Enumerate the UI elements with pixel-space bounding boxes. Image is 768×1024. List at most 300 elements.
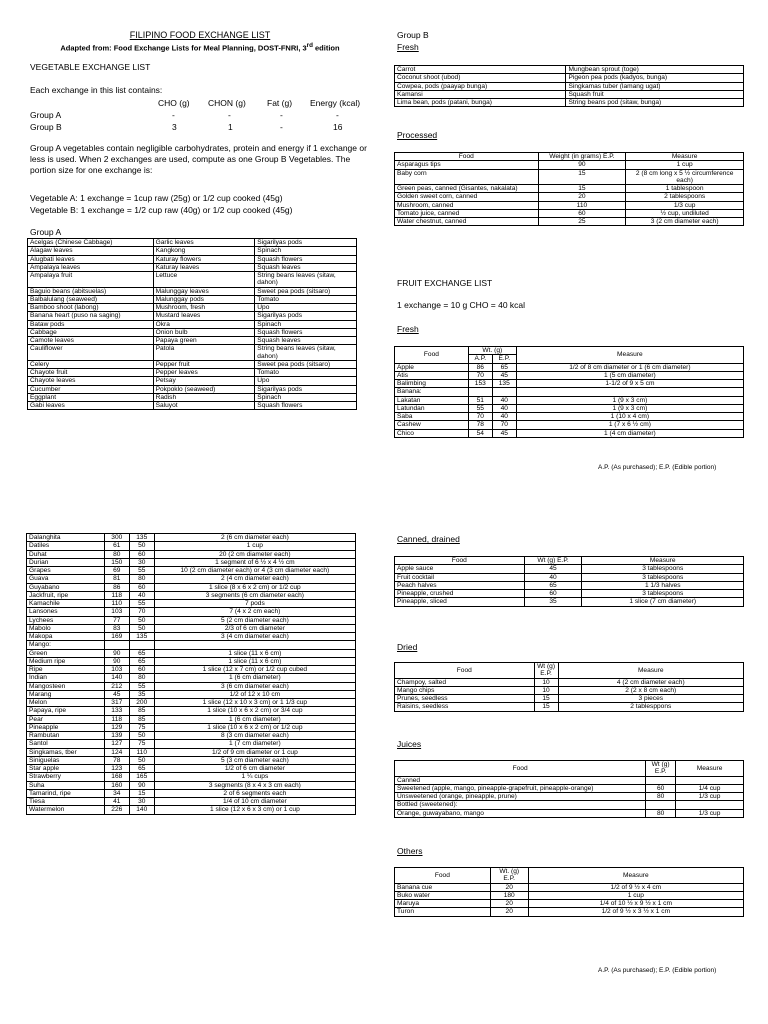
table-cell: 80 [129,674,154,682]
table-cell: Lychees [27,616,105,624]
table-cell: Banana cue [395,883,491,891]
table-cell: 55 [129,682,154,690]
canned-h-wt: Wt (g) E.P. [524,557,582,565]
processed-h-measure: Measure [626,153,744,161]
canned-table [394,556,744,607]
table-cell: Squash flowers [255,255,357,263]
table-cell: 1/3 cup [676,793,744,801]
table-row [395,809,744,817]
table-row [28,328,357,336]
table-row [28,377,357,385]
table-cell [676,776,744,784]
table-cell: Cabbage [28,328,154,336]
table-cell: 3 (4 cm diameter each) [154,633,355,641]
table-row [27,773,356,781]
table-cell: 1/2 of 9 ½ x 3 ½ x 1 cm [528,908,743,916]
table-cell: 1 slice (12 x 10 x 3 cm) or 1 1/3 cup [154,699,355,707]
table-row [28,312,357,320]
table-cell: 1/2 of 9 ½ x 4 cm [528,883,743,891]
table-cell: 55 [468,404,492,412]
table-cell: Mango chips [395,686,535,694]
table-cell: Kamachile [27,600,105,608]
table-row [27,690,356,698]
table-cell: Banana: [395,388,469,396]
table-row [28,304,357,312]
table-cell: 65 [129,765,154,773]
table-cell: Papaya, ripe [27,707,105,715]
table-row [395,784,744,792]
table-row [395,404,744,412]
table-row [27,789,356,797]
table-cell: 20 [490,908,528,916]
table-cell: Lakatan [395,396,469,404]
table-cell: Acelgas (Chinese Cabbage) [28,239,154,247]
table-cell: 110 [104,600,129,608]
fresh-h-ap: A.P. [468,355,492,363]
table-cell: Balimbing [395,380,469,388]
table-cell: Lansones [27,608,105,616]
table-cell: 40 [492,404,516,412]
table-cell: Spinach [255,247,357,255]
table-cell: 45 [492,371,516,379]
table-cell: Tomato juice, canned [395,209,539,217]
table-cell: Chico [395,429,469,437]
table-row [27,567,356,575]
table-cell [104,641,129,649]
table-cell: 15 [538,169,626,185]
table-cell: 140 [129,806,154,814]
table-cell: 1 cup [528,891,743,899]
table-cell: Champoy, salted [395,678,535,686]
dried-title: Dried [397,642,418,652]
table-cell: 1 slice (11 x 6 cm) [154,649,355,657]
table-cell: Pineapple [27,723,105,731]
table-cell: 1 (6 cm diameter) [154,674,355,682]
table-cell: Star apple [27,765,105,773]
table-row [27,740,356,748]
groupB-label: Group B [30,122,62,132]
table-cell: Coconut shoot (ubod) [395,74,566,82]
table-cell: 50 [129,732,154,740]
table-cell: 110 [129,748,154,756]
table-cell: Cucumber [28,385,154,393]
table-cell: 51 [468,396,492,404]
table-cell: Onion bulb [153,328,255,336]
table-cell: Mungbean sprout (toge) [566,66,744,74]
canned-h-measure: Measure [582,557,744,565]
fruit-cont-table [26,533,356,815]
table-cell: 118 [104,591,129,599]
table-row [395,161,744,169]
table-cell: 1 1/3 halves [582,581,744,589]
table-cell: 1 (4 cm diameter) [516,429,743,437]
table-row [395,801,744,809]
table-cell: 90 [104,657,129,665]
table-cell: Bamboo shoot (labong) [28,304,154,312]
table-cell: Melon [27,699,105,707]
table-cell: 5 (3 cm diameter each) [154,756,355,764]
table-cell: Celery [28,360,154,368]
table-cell: Saluyot [153,402,255,410]
table-row [27,806,356,814]
table-cell [676,801,744,809]
table-row [27,542,356,550]
table-cell: Indian [27,674,105,682]
table-cell: Mushroom, canned [395,201,539,209]
table-cell: Pineapple, sliced [395,598,525,606]
table-cell: 103 [104,608,129,616]
table-cell: 169 [104,633,129,641]
table-row [395,793,744,801]
table-row [27,641,356,649]
table-row [27,732,356,740]
table-cell: 2 (2 x 8 cm each) [558,686,743,694]
juices-h-measure: Measure [676,761,744,777]
table-row [27,756,356,764]
groupA-table-title: Group A [30,227,62,237]
dried-h-food: Food [395,663,535,679]
table-cell: Canned [395,776,646,784]
table-cell: Rambutan [27,732,105,740]
table-cell: Pigeon pea pods (kadyos, bunga) [566,74,744,82]
table-cell: 65 [524,581,582,589]
table-row [27,649,356,657]
table-cell: 2 (6 cm diameter each) [154,534,355,542]
table-cell: 123 [104,765,129,773]
table-cell: 135 [492,380,516,388]
table-cell: 75 [129,740,154,748]
table-cell: 40 [524,573,582,581]
groupB-table [394,65,744,107]
table-cell: 50 [129,616,154,624]
table-row [395,185,744,193]
table-cell: 70 [468,371,492,379]
table-cell: 153 [468,380,492,388]
table-row [27,550,356,558]
table-cell: 317 [104,699,129,707]
table-row [395,201,744,209]
table-cell: Tamarind, ripe [27,789,105,797]
subtitle-text: Adapted from: Food Exchange Lists for Meal Planning, DOST-FNRI, 3 [60,43,307,53]
table-cell: 34 [104,789,129,797]
dried-h-measure: Measure [558,663,743,679]
fresh-h-wt: Wt. (g) [468,347,516,355]
fresh-h-ep: E.P. [492,355,516,363]
doc-subtitle [30,42,370,53]
table-cell: 1 (5 cm diameter) [516,371,743,379]
table-cell: Bottled (sweetened): [395,801,646,809]
table-row [395,396,744,404]
table-cell: 60 [524,590,582,598]
table-cell: Sigarilyas pods [255,312,357,320]
table-cell: 7 pods [154,600,355,608]
table-row [395,908,744,916]
table-row [395,883,744,891]
table-row [27,699,356,707]
table-cell [129,641,154,649]
table-row [395,82,744,90]
table-cell: Cashew [395,421,469,429]
table-row [395,581,744,589]
table-cell: Upo [255,304,357,312]
table-row [27,674,356,682]
table-row [395,421,744,429]
processed-title: Processed [397,130,438,140]
table-row [395,99,744,107]
table-row [395,388,744,396]
table-row [395,695,744,703]
table-cell: Sigarilyas pods [255,239,357,247]
table-cell: 127 [104,740,129,748]
table-cell: 61 [104,542,129,550]
table-row [395,380,744,388]
table-cell: 10 (2 cm diameter each) or 4 (3 cm diameter each) [154,567,355,575]
table-cell: 140 [104,674,129,682]
table-row [27,715,356,723]
table-cell: Durian [27,558,105,566]
table-row [28,402,357,410]
table-row [28,320,357,328]
table-cell: 83 [104,624,129,632]
table-row [395,218,744,226]
table-cell: Pokpoklo (seaweed) [153,385,255,393]
table-cell: 2 (4 cm diameter each) [154,575,355,583]
table-cell: 1 (9 x 3 cm) [516,396,743,404]
table-cell: 1 (9 x 3 cm) [516,404,743,412]
table-cell: 165 [129,773,154,781]
table-cell: 69 [104,567,129,575]
table-cell: 5 (2 cm diameter each) [154,616,355,624]
table-cell: Asparagus tips [395,161,539,169]
table-cell: Tiesa [27,798,105,806]
table-row [27,798,356,806]
table-cell: Orange, guwayabano, mango [395,809,646,817]
table-row [27,682,356,690]
table-cell: 80 [129,575,154,583]
table-cell: Alagaw leaves [28,247,154,255]
table-row [395,776,744,784]
table-row [395,703,744,711]
table-cell: Alugbati leaves [28,255,154,263]
table-row [27,558,356,566]
table-cell: 1/2 of 6 cm diameter [154,765,355,773]
others-h-wt: Wt. (g) E.P. [490,868,528,884]
fruit-fresh-table [394,346,744,438]
table-cell [646,776,676,784]
table-row [28,385,357,393]
table-cell: 50 [129,756,154,764]
subtitle-sup: rd [306,42,313,49]
table-cell: 55 [129,600,154,608]
table-cell: Squash leaves [255,263,357,271]
table-row [395,429,744,437]
table-cell: Katuray flowers [153,255,255,263]
table-cell: 50 [129,624,154,632]
table-row [395,90,744,98]
table-cell: Petsay [153,377,255,385]
table-cell: Katuray leaves [153,263,255,271]
table-cell: Ampalaya leaves [28,263,154,271]
table-row [28,337,357,345]
table-cell: Maruya [395,900,491,908]
table-cell: 110 [538,201,626,209]
table-cell: 133 [104,707,129,715]
table-row [27,723,356,731]
table-cell: 60 [646,784,676,792]
table-cell: 3 pieces [558,695,743,703]
table-cell: Lima bean, pods (patani, bunga) [395,99,566,107]
table-cell: 129 [104,723,129,731]
table-cell: 1 slice (11 x 6 cm) [154,657,355,665]
table-cell [154,641,355,649]
subtitle-post: edition [312,43,340,53]
table-cell: Mango: [27,641,105,649]
table-cell: 60 [538,209,626,217]
table-cell: 103 [104,666,129,674]
table-cell: 124 [104,748,129,756]
table-cell: 25 [538,218,626,226]
table-cell: Golden sweet corn, canned [395,193,539,201]
table-cell: 1 cup [154,542,355,550]
table-cell: Cauliflower [28,345,154,361]
table-cell: 168 [104,773,129,781]
juices-table [394,760,744,818]
table-cell: 60 [129,550,154,558]
others-h-food: Food [395,868,491,884]
table-row [27,583,356,591]
table-cell: 70 [492,421,516,429]
table-cell: 1/3 cup [626,201,744,209]
table-cell: Grapes [27,567,105,575]
table-cell: 3 (6 cm diameter each) [154,682,355,690]
table-row [28,239,357,247]
table-row [28,247,357,255]
table-cell: 118 [104,715,129,723]
table-row [395,573,744,581]
table-cell: Malunggay leaves [153,287,255,295]
table-cell: 1 (6 cm diameter) [154,715,355,723]
table-cell: Kamansi [395,90,566,98]
table-cell: Radish [153,393,255,401]
table-cell: 86 [104,583,129,591]
table-cell: 135 [129,534,154,542]
table-cell: Lettuce [153,272,255,288]
table-cell: Dalanghita [27,534,105,542]
table-cell: 20 [538,193,626,201]
table-cell: 77 [104,616,129,624]
table-cell: 90 [129,781,154,789]
table-row [395,74,744,82]
groupA-energy: - [336,110,339,120]
groupB-cho: 3 [172,122,177,132]
table-cell: 300 [104,534,129,542]
table-cell: Makopa [27,633,105,641]
table-cell: Mabolo [27,624,105,632]
table-row [395,413,744,421]
table-cell: Sweet pea pods (sitsaro) [255,360,357,368]
table-cell: 45 [524,565,582,573]
table-cell: 3 tablespoons [582,590,744,598]
table-cell: Kangkong [153,247,255,255]
table-row [395,363,744,371]
table-cell: 75 [129,723,154,731]
veg-a-portion: Vegetable A: 1 exchange = 1cup raw (25g) or 1/2 cup cooked (45g) [30,193,283,203]
table-cell: 40 [492,396,516,404]
table-cell: Marang [27,690,105,698]
table-cell: Patola [153,345,255,361]
table-cell: Banana heart (puso na saging) [28,312,154,320]
table-cell: Pepper fruit [153,360,255,368]
table-cell: 30 [129,558,154,566]
table-row [27,575,356,583]
table-row [27,624,356,632]
table-cell: 1/3 cup [676,809,744,817]
dried-table [394,662,744,712]
table-row [395,678,744,686]
table-cell: 20 [490,900,528,908]
table-cell: 70 [129,608,154,616]
table-cell: Okra [153,320,255,328]
juices-h-wt: Wt (g) E.P. [646,761,676,777]
table-cell: 55 [129,567,154,575]
table-row [395,565,744,573]
table-cell: ½ cup, undiluted [626,209,744,217]
table-row [27,534,356,542]
table-cell: Peach halves [395,581,525,589]
table-cell: 1/2 of 8 cm diameter or 1 (6 cm diameter) [516,363,743,371]
table-cell: 60 [129,666,154,674]
table-row [395,891,744,899]
juices-h-food: Food [395,761,646,777]
table-cell: Malunggay pods [153,295,255,303]
juices-title: Juices [397,739,422,749]
table-row [395,590,744,598]
table-row [27,608,356,616]
table-cell: Bataw pods [28,320,154,328]
table-cell [492,388,516,396]
table-cell: 1/2 of 9 cm diameter or 1 cup [154,748,355,756]
table-row [27,765,356,773]
table-cell: 20 [490,883,528,891]
table-cell: 200 [129,699,154,707]
table-row [28,272,357,288]
table-cell: Squash leaves [255,337,357,345]
table-cell: String beans leaves (sitaw, dahon) [255,345,357,361]
table-cell: Buko water [395,891,491,899]
others-title: Others [397,846,423,856]
table-cell: 180 [490,891,528,899]
table-cell: 85 [129,715,154,723]
table-cell: Santol [27,740,105,748]
table-cell [646,801,676,809]
groupA-label: Group A [30,110,62,120]
table-cell: 45 [104,690,129,698]
table-cell: 65 [492,363,516,371]
table-cell: 35 [524,598,582,606]
table-cell: Chayote leaves [28,377,154,385]
table-cell: 139 [104,732,129,740]
table-cell: 3 tablespoons [582,565,744,573]
table-cell [468,388,492,396]
table-cell: 15 [538,185,626,193]
table-cell: 8 (3 cm diameter each) [154,732,355,740]
table-row [28,393,357,401]
groupA-table [27,238,357,410]
table-cell: Suha [27,781,105,789]
table-row [27,781,356,789]
table-row [28,360,357,368]
groupB-title: Group B [397,30,429,40]
